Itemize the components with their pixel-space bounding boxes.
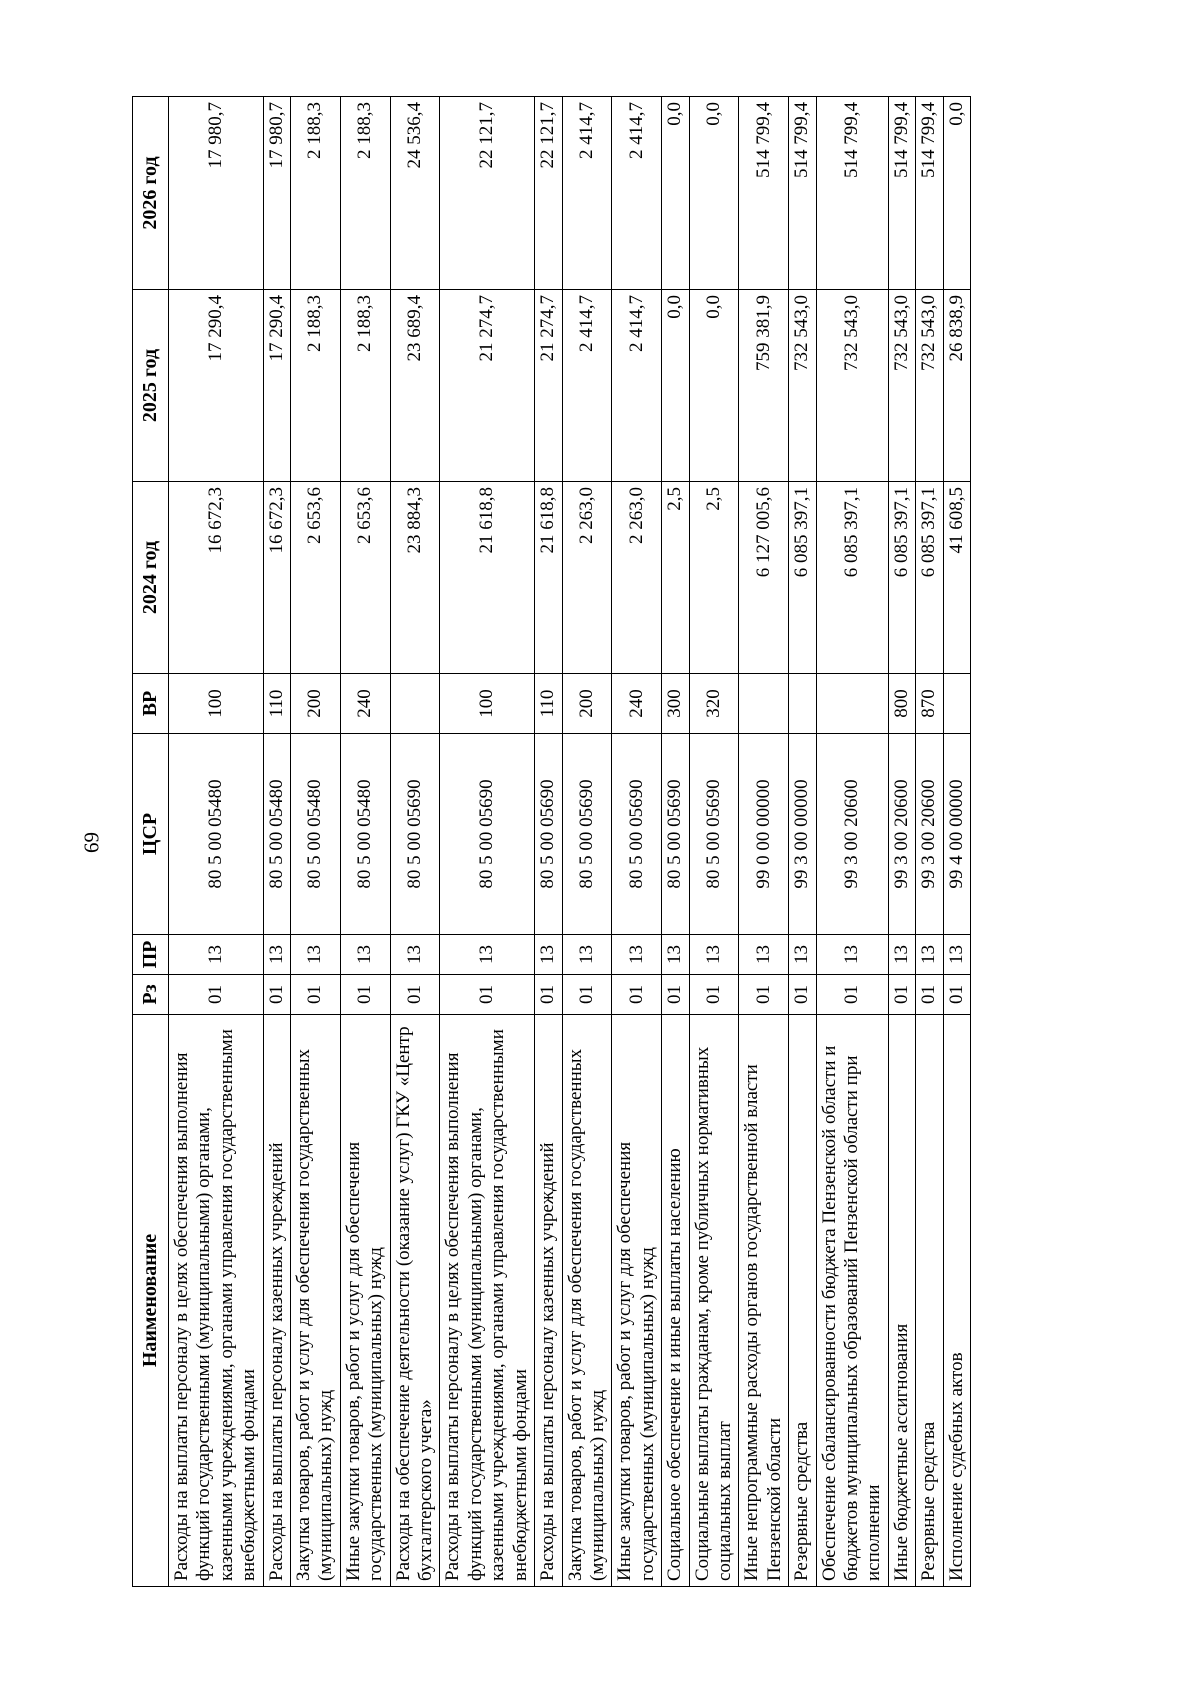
cell-vr xyxy=(390,674,440,734)
cell-vr: 300 xyxy=(662,674,689,734)
cell-2026: 0,0 xyxy=(662,97,689,290)
cell-rz: 01 xyxy=(340,975,390,1015)
cell-2026: 17 980,7 xyxy=(169,97,264,290)
cell-pr: 13 xyxy=(562,935,612,975)
cell-csr: 99 3 00 20600 xyxy=(888,734,915,935)
cell-2024: 6 085 397,1 xyxy=(888,482,915,674)
cell-2024: 16 672,3 xyxy=(169,482,264,674)
column-header-2026: 2026 год xyxy=(133,97,169,290)
cell-rz: 01 xyxy=(888,975,915,1015)
cell-vr xyxy=(739,674,789,734)
cell-2026: 0,0 xyxy=(689,97,739,290)
cell-2024: 6 085 397,1 xyxy=(916,482,943,674)
cell-2025: 2 188,3 xyxy=(340,290,390,482)
cell-name: Обеспечение сбалансированности бюджета Пензенской области и бюджетов муниципальных образований Пензенской области при исполнении xyxy=(816,1015,888,1587)
table-row xyxy=(340,97,390,1587)
cell-name: Исполнение судебных актов xyxy=(943,1015,970,1587)
cell-pr: 13 xyxy=(340,935,390,975)
cell-csr: 80 5 00 05690 xyxy=(535,734,562,935)
cell-vr: 240 xyxy=(612,674,662,734)
cell-rz: 01 xyxy=(816,975,888,1015)
cell-2024: 2 653,6 xyxy=(291,482,341,674)
cell-2025: 732 543,0 xyxy=(916,290,943,482)
column-header-csr: ЦСР xyxy=(133,734,169,935)
table-row xyxy=(789,97,816,1587)
cell-csr: 80 5 00 05690 xyxy=(562,734,612,935)
cell-rz: 01 xyxy=(789,975,816,1015)
table-row xyxy=(816,97,888,1587)
cell-2024: 16 672,3 xyxy=(263,482,290,674)
cell-2024: 6 127 005,6 xyxy=(739,482,789,674)
cell-rz: 01 xyxy=(263,975,290,1015)
cell-name: Иные бюджетные ассигнования xyxy=(888,1015,915,1587)
cell-2026: 514 799,4 xyxy=(789,97,816,290)
cell-2026: 22 121,7 xyxy=(535,97,562,290)
cell-pr: 13 xyxy=(689,935,739,975)
cell-2024: 23 884,3 xyxy=(390,482,440,674)
cell-name: Социальные выплаты гражданам, кроме публичных нормативных социальных выплат xyxy=(689,1015,739,1587)
cell-rz: 01 xyxy=(916,975,943,1015)
cell-pr: 13 xyxy=(916,935,943,975)
cell-name: Расходы на обеспечение деятельности (оказание услуг) ГКУ «Центр бухгалтерского учета» xyxy=(390,1015,440,1587)
cell-2026: 2 188,3 xyxy=(340,97,390,290)
cell-2026: 0,0 xyxy=(943,97,970,290)
cell-rz: 01 xyxy=(390,975,440,1015)
cell-2026: 22 121,7 xyxy=(440,97,535,290)
cell-pr: 13 xyxy=(662,935,689,975)
table-row xyxy=(535,97,562,1587)
cell-name: Закупка товаров, работ и услуг для обеспечения государственных (муниципальных) нужд xyxy=(562,1015,612,1587)
table-row xyxy=(390,97,440,1587)
cell-rz: 01 xyxy=(662,975,689,1015)
cell-pr: 13 xyxy=(612,935,662,975)
cell-2024: 2,5 xyxy=(662,482,689,674)
table-row xyxy=(291,97,341,1587)
table-row xyxy=(888,97,915,1587)
cell-vr: 200 xyxy=(291,674,341,734)
cell-csr: 99 0 00 00000 xyxy=(739,734,789,935)
cell-2026: 17 980,7 xyxy=(263,97,290,290)
cell-2025: 759 381,9 xyxy=(739,290,789,482)
cell-2026: 514 799,4 xyxy=(816,97,888,290)
cell-vr xyxy=(789,674,816,734)
cell-2026: 514 799,4 xyxy=(739,97,789,290)
page-number: 69 xyxy=(79,832,104,853)
cell-pr: 13 xyxy=(291,935,341,975)
cell-name: Расходы на выплаты персоналу в целях обеспечения выполнения функций государственными (муниципальными) органами, казенными учреждениями, органами управления государственными внебюджетными фондами xyxy=(169,1015,264,1587)
rotated-table-container xyxy=(132,97,1082,1587)
cell-csr: 80 5 00 05690 xyxy=(612,734,662,935)
cell-2025: 2 188,3 xyxy=(291,290,341,482)
cell-2024: 6 085 397,1 xyxy=(789,482,816,674)
cell-2025: 0,0 xyxy=(662,290,689,482)
cell-csr: 80 5 00 05480 xyxy=(169,734,264,935)
cell-vr xyxy=(816,674,888,734)
cell-2026: 2 188,3 xyxy=(291,97,341,290)
cell-2025: 2 414,7 xyxy=(612,290,662,482)
cell-rz: 01 xyxy=(943,975,970,1015)
cell-2025: 732 543,0 xyxy=(888,290,915,482)
cell-2026: 24 536,4 xyxy=(390,97,440,290)
cell-name: Иные закупки товаров, работ и услуг для обеспечения государственных (муниципальных) нужд xyxy=(612,1015,662,1587)
column-header-name: Наименование xyxy=(133,1015,169,1587)
cell-name: Иные закупки товаров, работ и услуг для обеспечения государственных (муниципальных) нужд xyxy=(340,1015,390,1587)
cell-name: Резервные средства xyxy=(916,1015,943,1587)
cell-2024: 41 608,5 xyxy=(943,482,970,674)
cell-name: Социальное обеспечение и иные выплаты населению xyxy=(662,1015,689,1587)
cell-vr: 200 xyxy=(562,674,612,734)
column-header-2024: 2024 год xyxy=(133,482,169,674)
cell-pr: 13 xyxy=(390,935,440,975)
cell-2026: 514 799,4 xyxy=(916,97,943,290)
cell-name: Иные непрограммные расходы органов государственной власти Пензенской области xyxy=(739,1015,789,1587)
cell-2024: 2,5 xyxy=(689,482,739,674)
cell-pr: 13 xyxy=(535,935,562,975)
cell-2025: 732 543,0 xyxy=(816,290,888,482)
cell-vr: 240 xyxy=(340,674,390,734)
table-row xyxy=(916,97,943,1587)
cell-vr: 870 xyxy=(916,674,943,734)
cell-2024: 2 263,0 xyxy=(612,482,662,674)
cell-2024: 21 618,8 xyxy=(535,482,562,674)
column-header-pr: ПР xyxy=(133,935,169,975)
cell-pr: 13 xyxy=(739,935,789,975)
cell-2025: 17 290,4 xyxy=(263,290,290,482)
table-row xyxy=(612,97,662,1587)
cell-rz: 01 xyxy=(535,975,562,1015)
table-body xyxy=(169,97,971,1587)
cell-csr: 80 5 00 05690 xyxy=(390,734,440,935)
cell-2026: 2 414,7 xyxy=(612,97,662,290)
cell-2025: 732 543,0 xyxy=(789,290,816,482)
cell-vr: 320 xyxy=(689,674,739,734)
cell-2025: 26 838,9 xyxy=(943,290,970,482)
cell-csr: 80 5 00 05480 xyxy=(340,734,390,935)
table-row xyxy=(169,97,264,1587)
cell-2024: 21 618,8 xyxy=(440,482,535,674)
cell-pr: 13 xyxy=(943,935,970,975)
cell-csr: 80 5 00 05690 xyxy=(662,734,689,935)
column-header-2025: 2025 год xyxy=(133,290,169,482)
cell-rz: 01 xyxy=(612,975,662,1015)
cell-name: Резервные средства xyxy=(789,1015,816,1587)
cell-2025: 21 274,7 xyxy=(535,290,562,482)
cell-2025: 0,0 xyxy=(689,290,739,482)
budget-table xyxy=(132,96,971,1587)
cell-pr: 13 xyxy=(789,935,816,975)
cell-name: Закупка товаров, работ и услуг для обеспечения государственных (муниципальных) нужд xyxy=(291,1015,341,1587)
cell-2024: 2 263,0 xyxy=(562,482,612,674)
cell-pr: 13 xyxy=(440,935,535,975)
cell-pr: 13 xyxy=(888,935,915,975)
cell-vr: 100 xyxy=(169,674,264,734)
cell-rz: 01 xyxy=(562,975,612,1015)
cell-pr: 13 xyxy=(263,935,290,975)
cell-rz: 01 xyxy=(689,975,739,1015)
cell-csr: 99 3 00 20600 xyxy=(816,734,888,935)
cell-name: Расходы на выплаты персоналу казенных учреждений xyxy=(263,1015,290,1587)
column-header-vr: ВР xyxy=(133,674,169,734)
cell-2025: 21 274,7 xyxy=(440,290,535,482)
cell-vr: 110 xyxy=(535,674,562,734)
cell-2025: 17 290,4 xyxy=(169,290,264,482)
cell-vr: 800 xyxy=(888,674,915,734)
cell-name: Расходы на выплаты персоналу в целях обеспечения выполнения функций государственными (муниципальными) органами, казенными учреждениями, органами управления государственными внебюджетными фондами xyxy=(440,1015,535,1587)
table-row xyxy=(562,97,612,1587)
cell-vr xyxy=(943,674,970,734)
table-row xyxy=(440,97,535,1587)
table-row xyxy=(263,97,290,1587)
cell-rz: 01 xyxy=(169,975,264,1015)
table-row xyxy=(662,97,689,1587)
cell-csr: 99 3 00 00000 xyxy=(789,734,816,935)
table-header-row xyxy=(133,97,169,1587)
cell-pr: 13 xyxy=(169,935,264,975)
cell-csr: 80 5 00 05480 xyxy=(291,734,341,935)
column-header-rz: Рз xyxy=(133,975,169,1015)
cell-csr: 99 3 00 20600 xyxy=(916,734,943,935)
cell-pr: 13 xyxy=(816,935,888,975)
cell-vr: 100 xyxy=(440,674,535,734)
table-row xyxy=(739,97,789,1587)
cell-rz: 01 xyxy=(291,975,341,1015)
cell-2024: 2 653,6 xyxy=(340,482,390,674)
cell-vr: 110 xyxy=(263,674,290,734)
cell-csr: 80 5 00 05690 xyxy=(689,734,739,935)
table-row xyxy=(943,97,970,1587)
cell-csr: 80 5 00 05690 xyxy=(440,734,535,935)
cell-2026: 514 799,4 xyxy=(888,97,915,290)
cell-2025: 2 414,7 xyxy=(562,290,612,482)
cell-2024: 6 085 397,1 xyxy=(816,482,888,674)
cell-2026: 2 414,7 xyxy=(562,97,612,290)
cell-csr: 99 4 00 00000 xyxy=(943,734,970,935)
cell-name: Расходы на выплаты персоналу казенных учреждений xyxy=(535,1015,562,1587)
cell-2025: 23 689,4 xyxy=(390,290,440,482)
cell-rz: 01 xyxy=(739,975,789,1015)
cell-rz: 01 xyxy=(440,975,535,1015)
table-row xyxy=(689,97,739,1587)
cell-csr: 80 5 00 05480 xyxy=(263,734,290,935)
